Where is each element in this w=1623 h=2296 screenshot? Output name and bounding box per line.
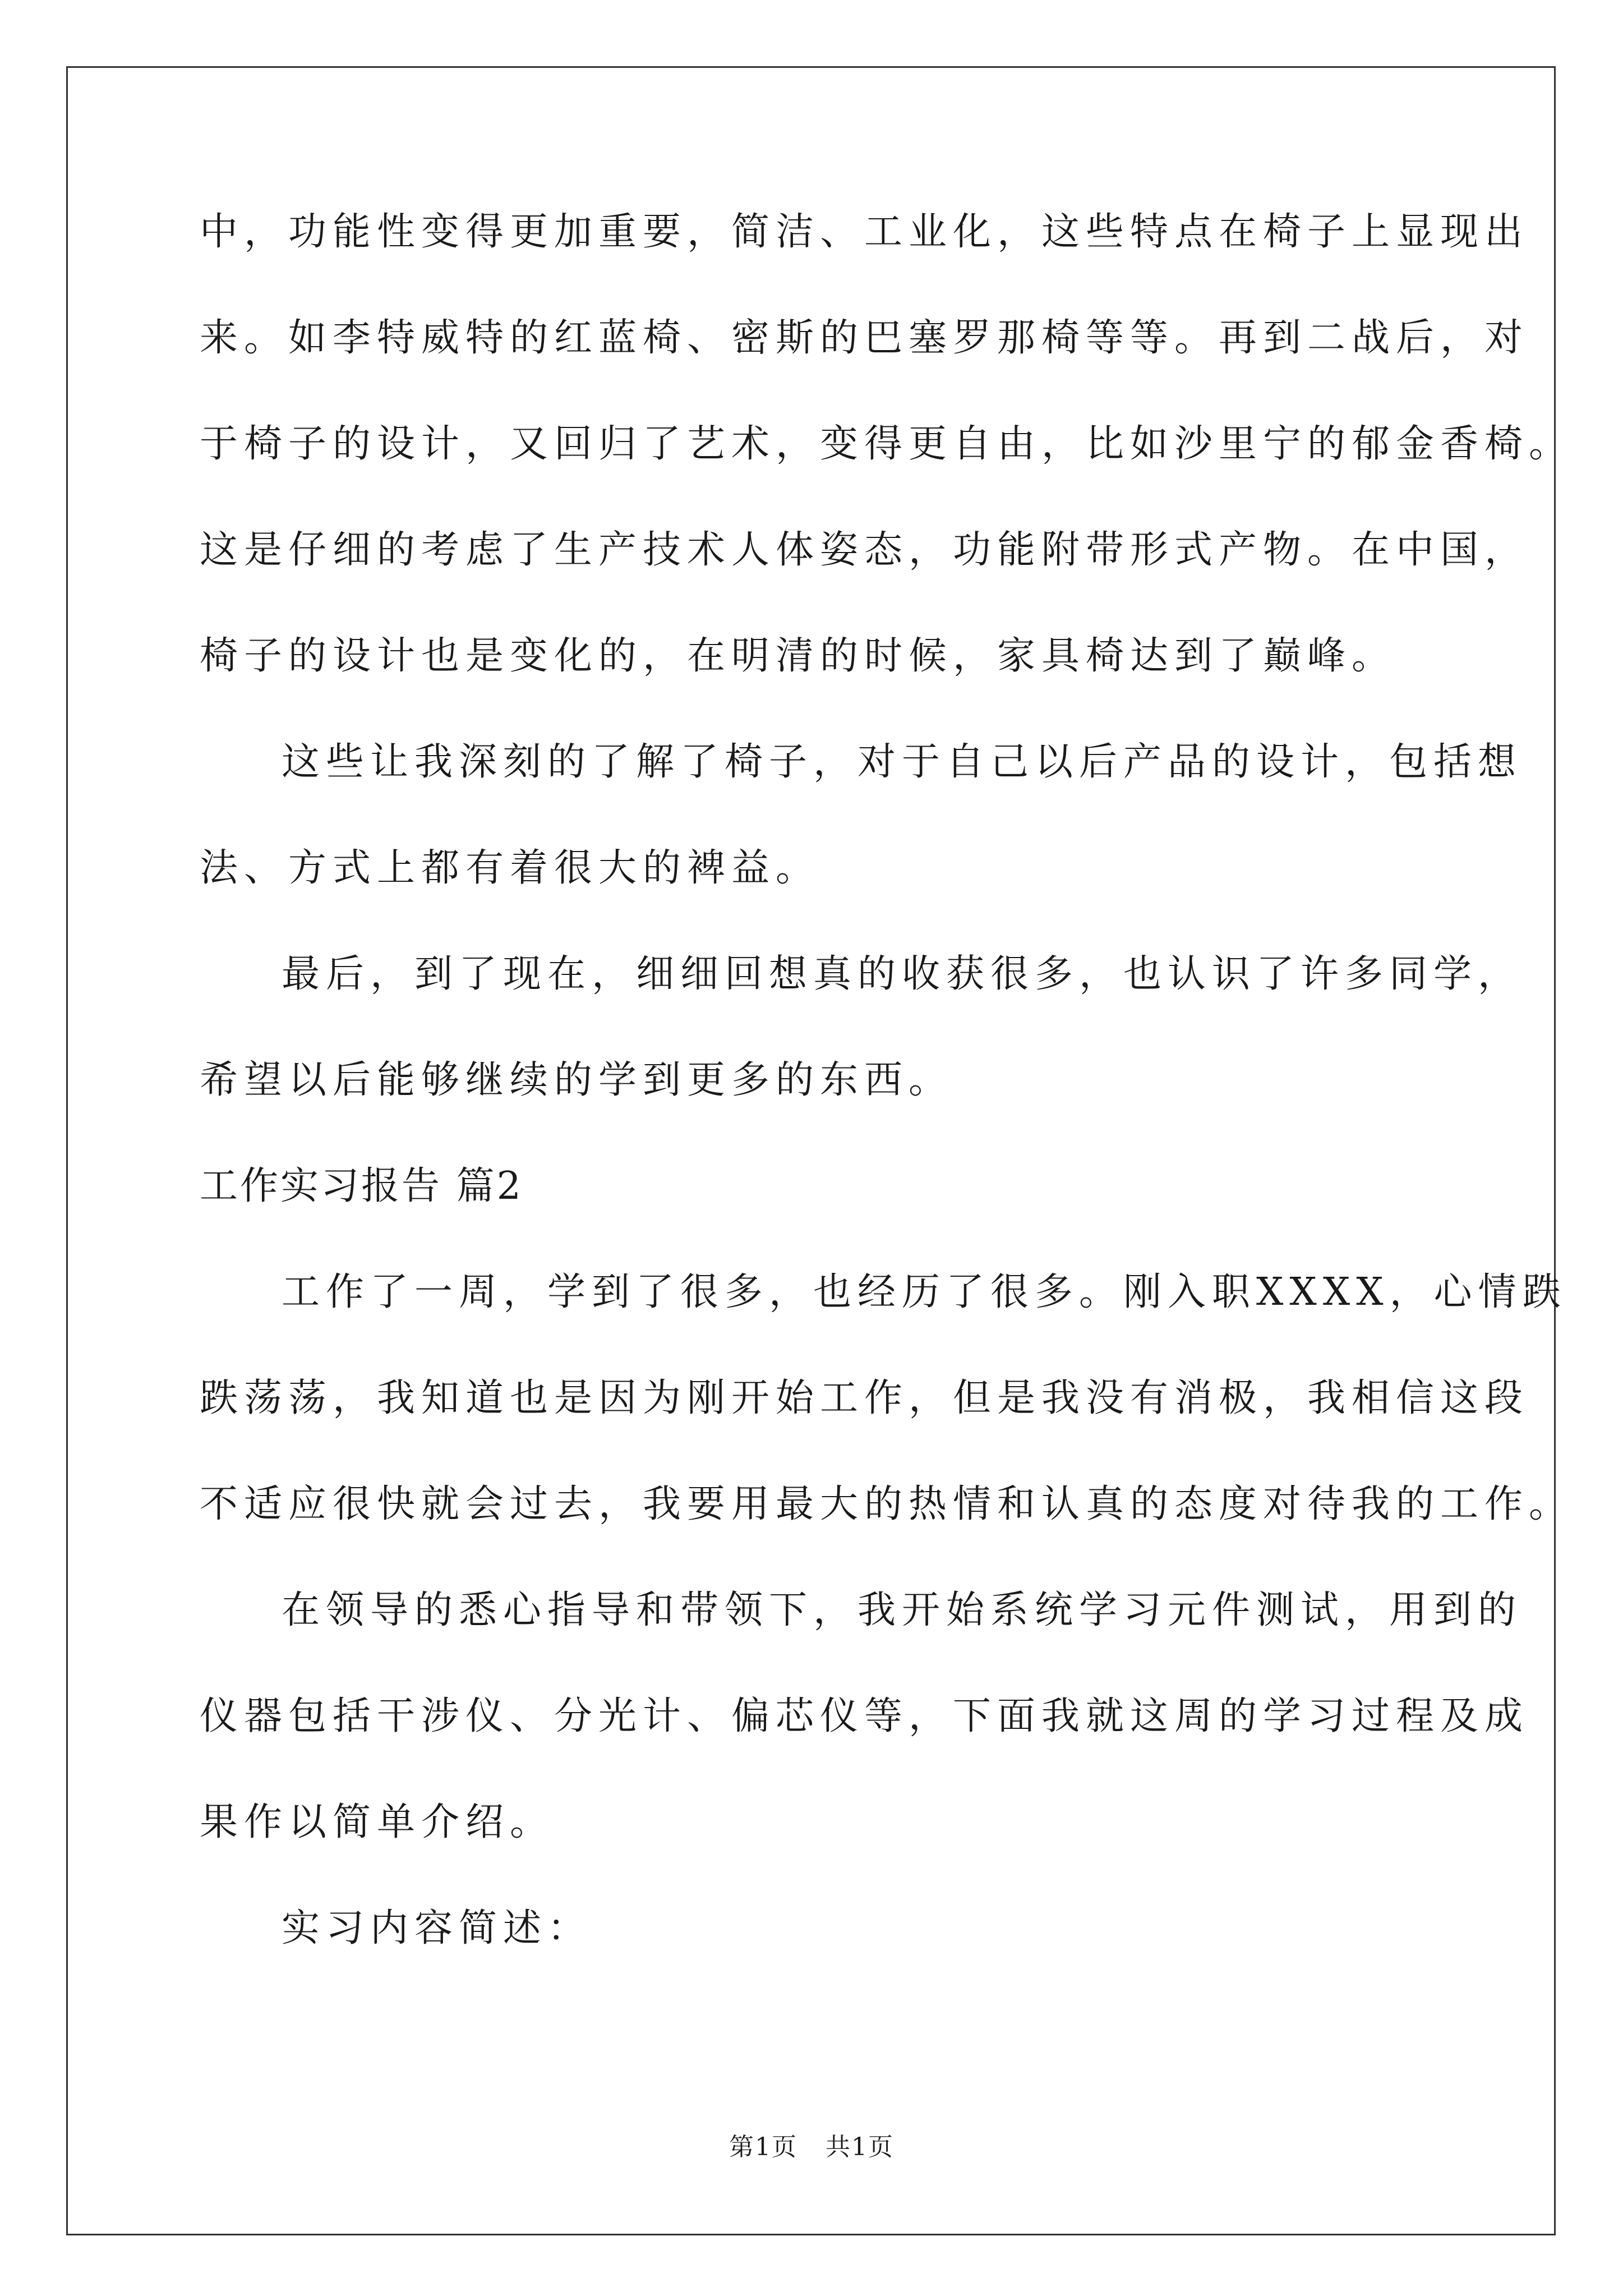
page-number: 第1页 <box>729 2133 797 2161</box>
text-line: 希望以后能够继续的学到更多的东西。 <box>200 1058 953 1102</box>
text-line: 不适应很快就会过去，我要用最大的热情和认真的态度对待我的工作。 <box>200 1482 1574 1526</box>
text-line: 最后，到了现在，细细回想真的收获很多，也认识了许多同学， <box>282 952 1523 996</box>
page-total: 共1页 <box>826 2133 894 2161</box>
text-line: 中，功能性变得更加重要，简洁、工业化，这些特点在椅子上显现出 <box>200 210 1529 254</box>
text-line: 仪器包括干涉仪、分光计、偏芯仪等，下面我就这周的学习过程及成 <box>200 1694 1529 1738</box>
text-line: 这是仔细的考虑了生产技术人体姿态，功能附带形式产物。在中国， <box>200 528 1529 572</box>
section-heading: 工作实习报告 篇2 <box>200 1164 523 1208</box>
text-line: 跌荡荡，我知道也是因为刚开始工作，但是我没有消极，我相信这段 <box>200 1376 1529 1420</box>
text-line: 于椅子的设计，又回归了艺术，变得更自由，比如沙里宁的郁金香椅。 <box>200 422 1574 466</box>
text-line: 法、方式上都有着很大的裨益。 <box>200 846 820 890</box>
text-line: 这些让我深刻的了解了椅子，对于自己以后产品的设计，包括想 <box>282 740 1523 784</box>
text-line: 实习内容简述： <box>282 1906 592 1950</box>
page-footer <box>0 2135 1623 2160</box>
text-line: 工作了一周，学到了很多，也经历了很多。刚入职XXXX，心情跌 <box>282 1270 1567 1314</box>
text-line: 椅子的设计也是变化的，在明清的时候，家具椅达到了巅峰。 <box>200 634 1396 678</box>
text-line: 在领导的悉心指导和带领下，我开始系统学习元件测试，用到的 <box>282 1588 1523 1632</box>
text-line: 果作以简单介绍。 <box>200 1800 555 1844</box>
text-line: 来。如李特威特的红蓝椅、密斯的巴塞罗那椅等等。再到二战后，对 <box>200 316 1529 360</box>
